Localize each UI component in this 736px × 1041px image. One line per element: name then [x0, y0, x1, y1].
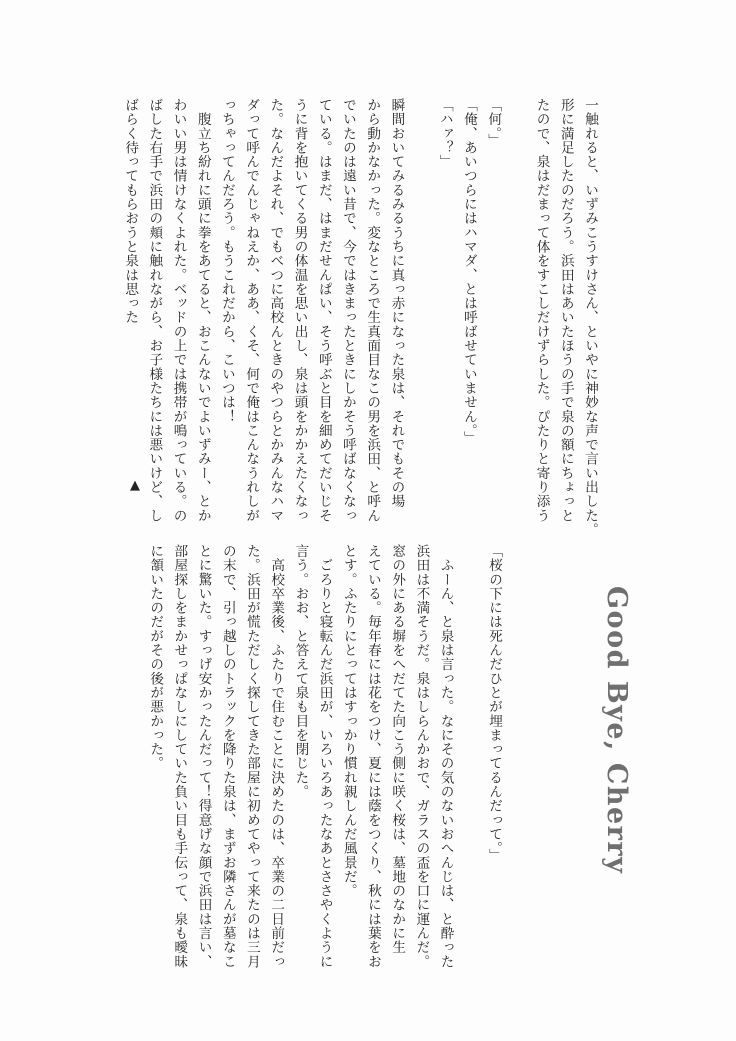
text-line: ふーん、と泉は言った。なにその気のないおへんじは、と酔った: [437, 544, 454, 969]
text-line: たので、泉はだまって体をすこしだけずらした。ぴたりと寄り添う: [533, 98, 550, 523]
end-triangle-icon: ▲: [130, 478, 140, 493]
text-line: うに背を抱いてくる男の体温を思い出し、泉は頭をかかえたくなっ: [291, 98, 308, 523]
text-line: ている。はまだ、はまだせんぱい、そう呼ぶと目を細めてだいじそ: [315, 98, 332, 523]
text-line: に頷いたのだがその後が悪かった。: [147, 544, 164, 771]
text-line: とす。ふたりにとってはすっかり慣れ親しんだ風景だ。: [340, 544, 357, 898]
text-line: ごろりと寝転んだ浜田が、いろいろあったなあとささやくように: [316, 544, 333, 969]
text-line: 高校卒業後、ふたりで住むことに決めたのは、卒業の二日前だっ: [268, 544, 285, 969]
text-line: た。浜田が慌ただしく探してきた部屋に初めてやって来たのは三月: [243, 544, 260, 969]
text-line: 瞬間おいてみるみるうちに真っ赤になった泉は、それでもその場: [388, 98, 405, 509]
blank-line: [408, 98, 432, 528]
dialogue-line: 「ハァ？」: [436, 98, 453, 169]
text-line: 形に満足したのだろう。浜田はあいたほうの手で泉の額にちょっと: [557, 98, 574, 523]
blank-line: [458, 544, 482, 962]
text-line: の末で、引っ越しのトラックを降りた泉は、まずお隣さんが墓なこ: [219, 544, 236, 969]
blank-line: [505, 98, 529, 528]
text-line: ダって呼んでんじゃねえか、ああ、くそ、何で俺はこんなうれしが: [243, 98, 260, 523]
dialogue-line: 「何。」: [485, 98, 502, 148]
text-line: わいい男は情けなくよれた。ベッドの上では携帯が鳴っている。の: [170, 98, 187, 523]
text-block-bottom: [143, 544, 506, 969]
text-block-top: [118, 98, 602, 537]
text-line: でいたのは遠い昔で、今ではきまったときにしかそう呼ばなくなっ: [339, 98, 356, 523]
text-line: た。なんだよそれ、でもべつに高校んときのやつらとかみんなハマ: [267, 98, 284, 523]
text-line: 窓の外にある塀をへだてた向こう側に咲く桜は、墓地のなかに生: [389, 544, 406, 955]
text-line: 部屋探しをまかせっぱなしにしていた負い目も手伝って、泉も曖昧: [171, 544, 188, 969]
text-line: 一触れると、いずみこうすけさん、といやに神妙な声で言い出した。: [582, 98, 598, 537]
dialogue-line: 「俺、あいつらにはハマダ、とは呼ばせていません。」: [460, 98, 477, 445]
text-line: とに驚いた。すっげ安かったんだって！得意げな顔で浜田は言い、: [195, 544, 212, 969]
text-line: 言う。おお、と答えて泉も目を閉じた。: [292, 544, 309, 799]
text-line: 浜田は不満そうだ。泉はしらんかおで、ガラスの盃を口に運んだ。: [413, 544, 430, 969]
text-line: えている。毎年春には花をつけ、夏には蔭をつくり、秋には葉をお: [364, 544, 381, 969]
text-line: ばした右手で浜田の頬に触れながら、お子様たちには悪いけど、し: [146, 98, 163, 523]
text-line: っちゃってんだろう。もうこれだから、こいつは！: [218, 98, 235, 424]
text-line: ばらく待ってもらおうと泉は思った: [122, 98, 139, 325]
chapter-title: Good Bye, Cherry: [601, 586, 632, 875]
dialogue-line: 「桜の下には死んだひとが埋まってるんだって。」: [486, 544, 502, 863]
text-line: 腹立ち紛れに頭に拳をあてると、おこんないでよいずみー、とか: [194, 98, 211, 523]
text-line: から動かなかった。変なところで生真面目なこの男を浜田、と呼ん: [364, 98, 381, 523]
